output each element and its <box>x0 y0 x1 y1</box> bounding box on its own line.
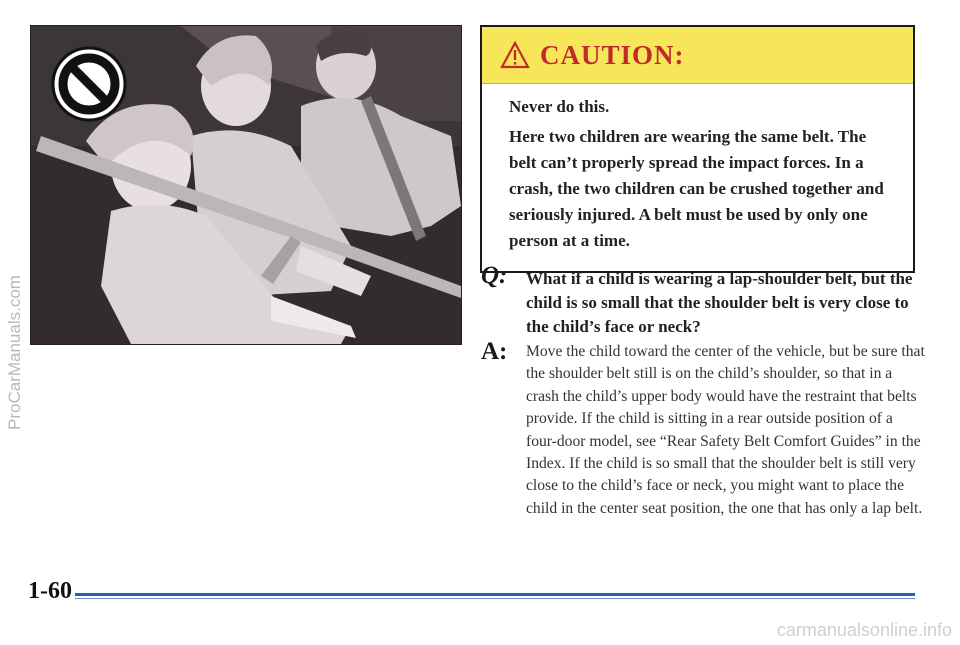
warning-triangle-icon <box>500 41 530 69</box>
illustration-drawing <box>31 26 461 344</box>
bottom-watermark: carmanualsonline.info <box>776 620 952 640</box>
caution-header <box>482 27 913 84</box>
page-number: 1-60 <box>28 578 72 604</box>
no-symbol-icon <box>53 48 125 120</box>
caution-paragraph: Never do this. <box>509 97 610 116</box>
caution-box <box>480 25 915 273</box>
answer-text: Move the child toward the center of the vehicle, but be sure that the shoulder belt still is on the child’s shoulder, so that in a crash the child’s upper body would have the restraint that belts provide. If the child is sitting in a rear outside position of a four-door model, see “Rear Safety Belt Comfort Guides” in the Index. If the child is so small that the shoulder belt is still very close to the child’s face or neck, you might want to place the child in the center seat position, the one that has only a lap belt. <box>526 343 925 517</box>
footer-rule <box>75 593 915 596</box>
caution-paragraph: Here two children are wearing the same belt. The belt can’t properly spread the impact forces. In a crash, the two children can be crushed together and seriously injured. A belt must be used by only one person at a time. <box>509 127 884 250</box>
question-text: What if a child is wearing a lap-shoulder belt, but the child is so small that the shoulder belt is very close to the child’s face or neck? <box>526 269 913 336</box>
side-watermark: ProCarManuals.com <box>5 275 24 430</box>
footer-rule-thin <box>75 598 915 599</box>
question-mark: Q: <box>481 262 508 289</box>
caution-title: CAUTION: <box>540 39 685 70</box>
caution-body <box>482 84 913 254</box>
illustration-two-children-one-belt <box>30 25 462 345</box>
answer-mark: A: <box>481 338 508 365</box>
